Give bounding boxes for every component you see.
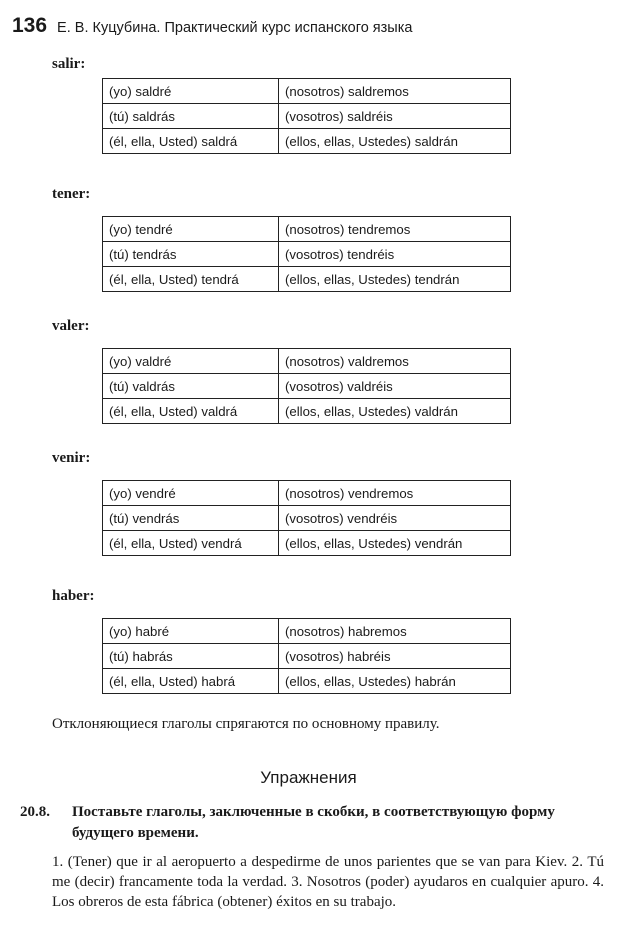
page-number: 136 [12,14,48,37]
table-row [103,267,511,292]
exercise-instruction: Поставьте глаголы, заключенные в скобки, в соответствующую форму будущего времени. [72,804,555,841]
table-row [103,399,511,424]
table-cell: (yo) tendré [103,217,279,242]
verb-block-salir [52,56,461,154]
exercise-heading [20,802,610,844]
verb-block-venir [52,450,461,556]
table-cell: (vosotros) saldréis [279,104,511,129]
table-cell: (ellos, ellas, Ustedes) valdrán [279,399,511,424]
verb-block-valer [52,318,461,424]
table-row [103,481,511,506]
table-cell: (vosotros) tendréis [279,242,511,267]
table-row [103,669,511,694]
conjugation-table [102,216,511,292]
table-cell: (yo) habré [103,619,279,644]
table-row [103,644,511,669]
table-cell: (él, ella, Usted) habrá [103,669,279,694]
table-cell: (él, ella, Usted) saldrá [103,129,279,154]
table-cell: (ellos, ellas, Ustedes) saldrán [279,129,511,154]
verb-label: salir: [52,56,86,72]
table-cell: (vosotros) vendréis [279,506,511,531]
table-row [103,506,511,531]
table-cell: (vosotros) habréis [279,644,511,669]
table-cell: (nosotros) saldremos [279,79,511,104]
table-cell: (tú) valdrás [103,374,279,399]
exercise-text: 1. (Tener) que ir al aeropuerto a despedirme de unos parientes que se van para Kiev. 2. Tú me (decir) francamente toda la verdad. 3. Nosotros (poder) ayudaros en cualquier apuro. 4. Los obreros de esta fábrica (obtener) éxitos en su trabajo. [52,854,604,910]
verb-label: venir: [52,450,91,466]
table-row [103,374,511,399]
conjugation-table [102,348,511,424]
table-cell: (ellos, ellas, Ustedes) tendrán [279,267,511,292]
table-row [103,79,511,104]
rule-note: Отклоняющиеся глаголы спрягаются по основному правилу. [52,716,440,732]
table-cell: (vosotros) valdréis [279,374,511,399]
table-cell: (él, ella, Usted) tendrá [103,267,279,292]
conjugation-table [102,78,511,154]
exercise-number: 20.8. [20,804,50,820]
verb-label: tener: [52,186,91,202]
table-cell: (ellos, ellas, Ustedes) habrán [279,669,511,694]
table-row [103,129,511,154]
table-cell: (nosotros) habremos [279,619,511,644]
running-title: Е. В. Куцубина. Практический курс испанского языка [57,20,413,36]
table-cell: (yo) vendré [103,481,279,506]
table-cell: (él, ella, Usted) vendrá [103,531,279,556]
verb-label: haber: [52,588,95,604]
table-cell: (nosotros) valdremos [279,349,511,374]
table-cell: (yo) valdré [103,349,279,374]
verb-block-tener [52,186,461,292]
conjugation-table [102,480,511,556]
table-row [103,619,511,644]
table-cell: (tú) habrás [103,644,279,669]
page-header [12,14,412,38]
table-cell: (tú) saldrás [103,104,279,129]
verb-label: valer: [52,318,90,334]
table-cell: (nosotros) tendremos [279,217,511,242]
table-cell: (tú) vendrás [103,506,279,531]
table-row [103,531,511,556]
table-row [103,349,511,374]
table-cell: (nosotros) vendremos [279,481,511,506]
table-cell: (ellos, ellas, Ustedes) vendrán [279,531,511,556]
table-row [103,217,511,242]
verb-block-haber [52,588,461,694]
table-cell: (tú) tendrás [103,242,279,267]
table-row [103,242,511,267]
section-title: Упражнения [260,768,357,787]
table-row [103,104,511,129]
conjugation-table [102,618,511,694]
table-cell: (yo) saldré [103,79,279,104]
table-cell: (él, ella, Usted) valdrá [103,399,279,424]
